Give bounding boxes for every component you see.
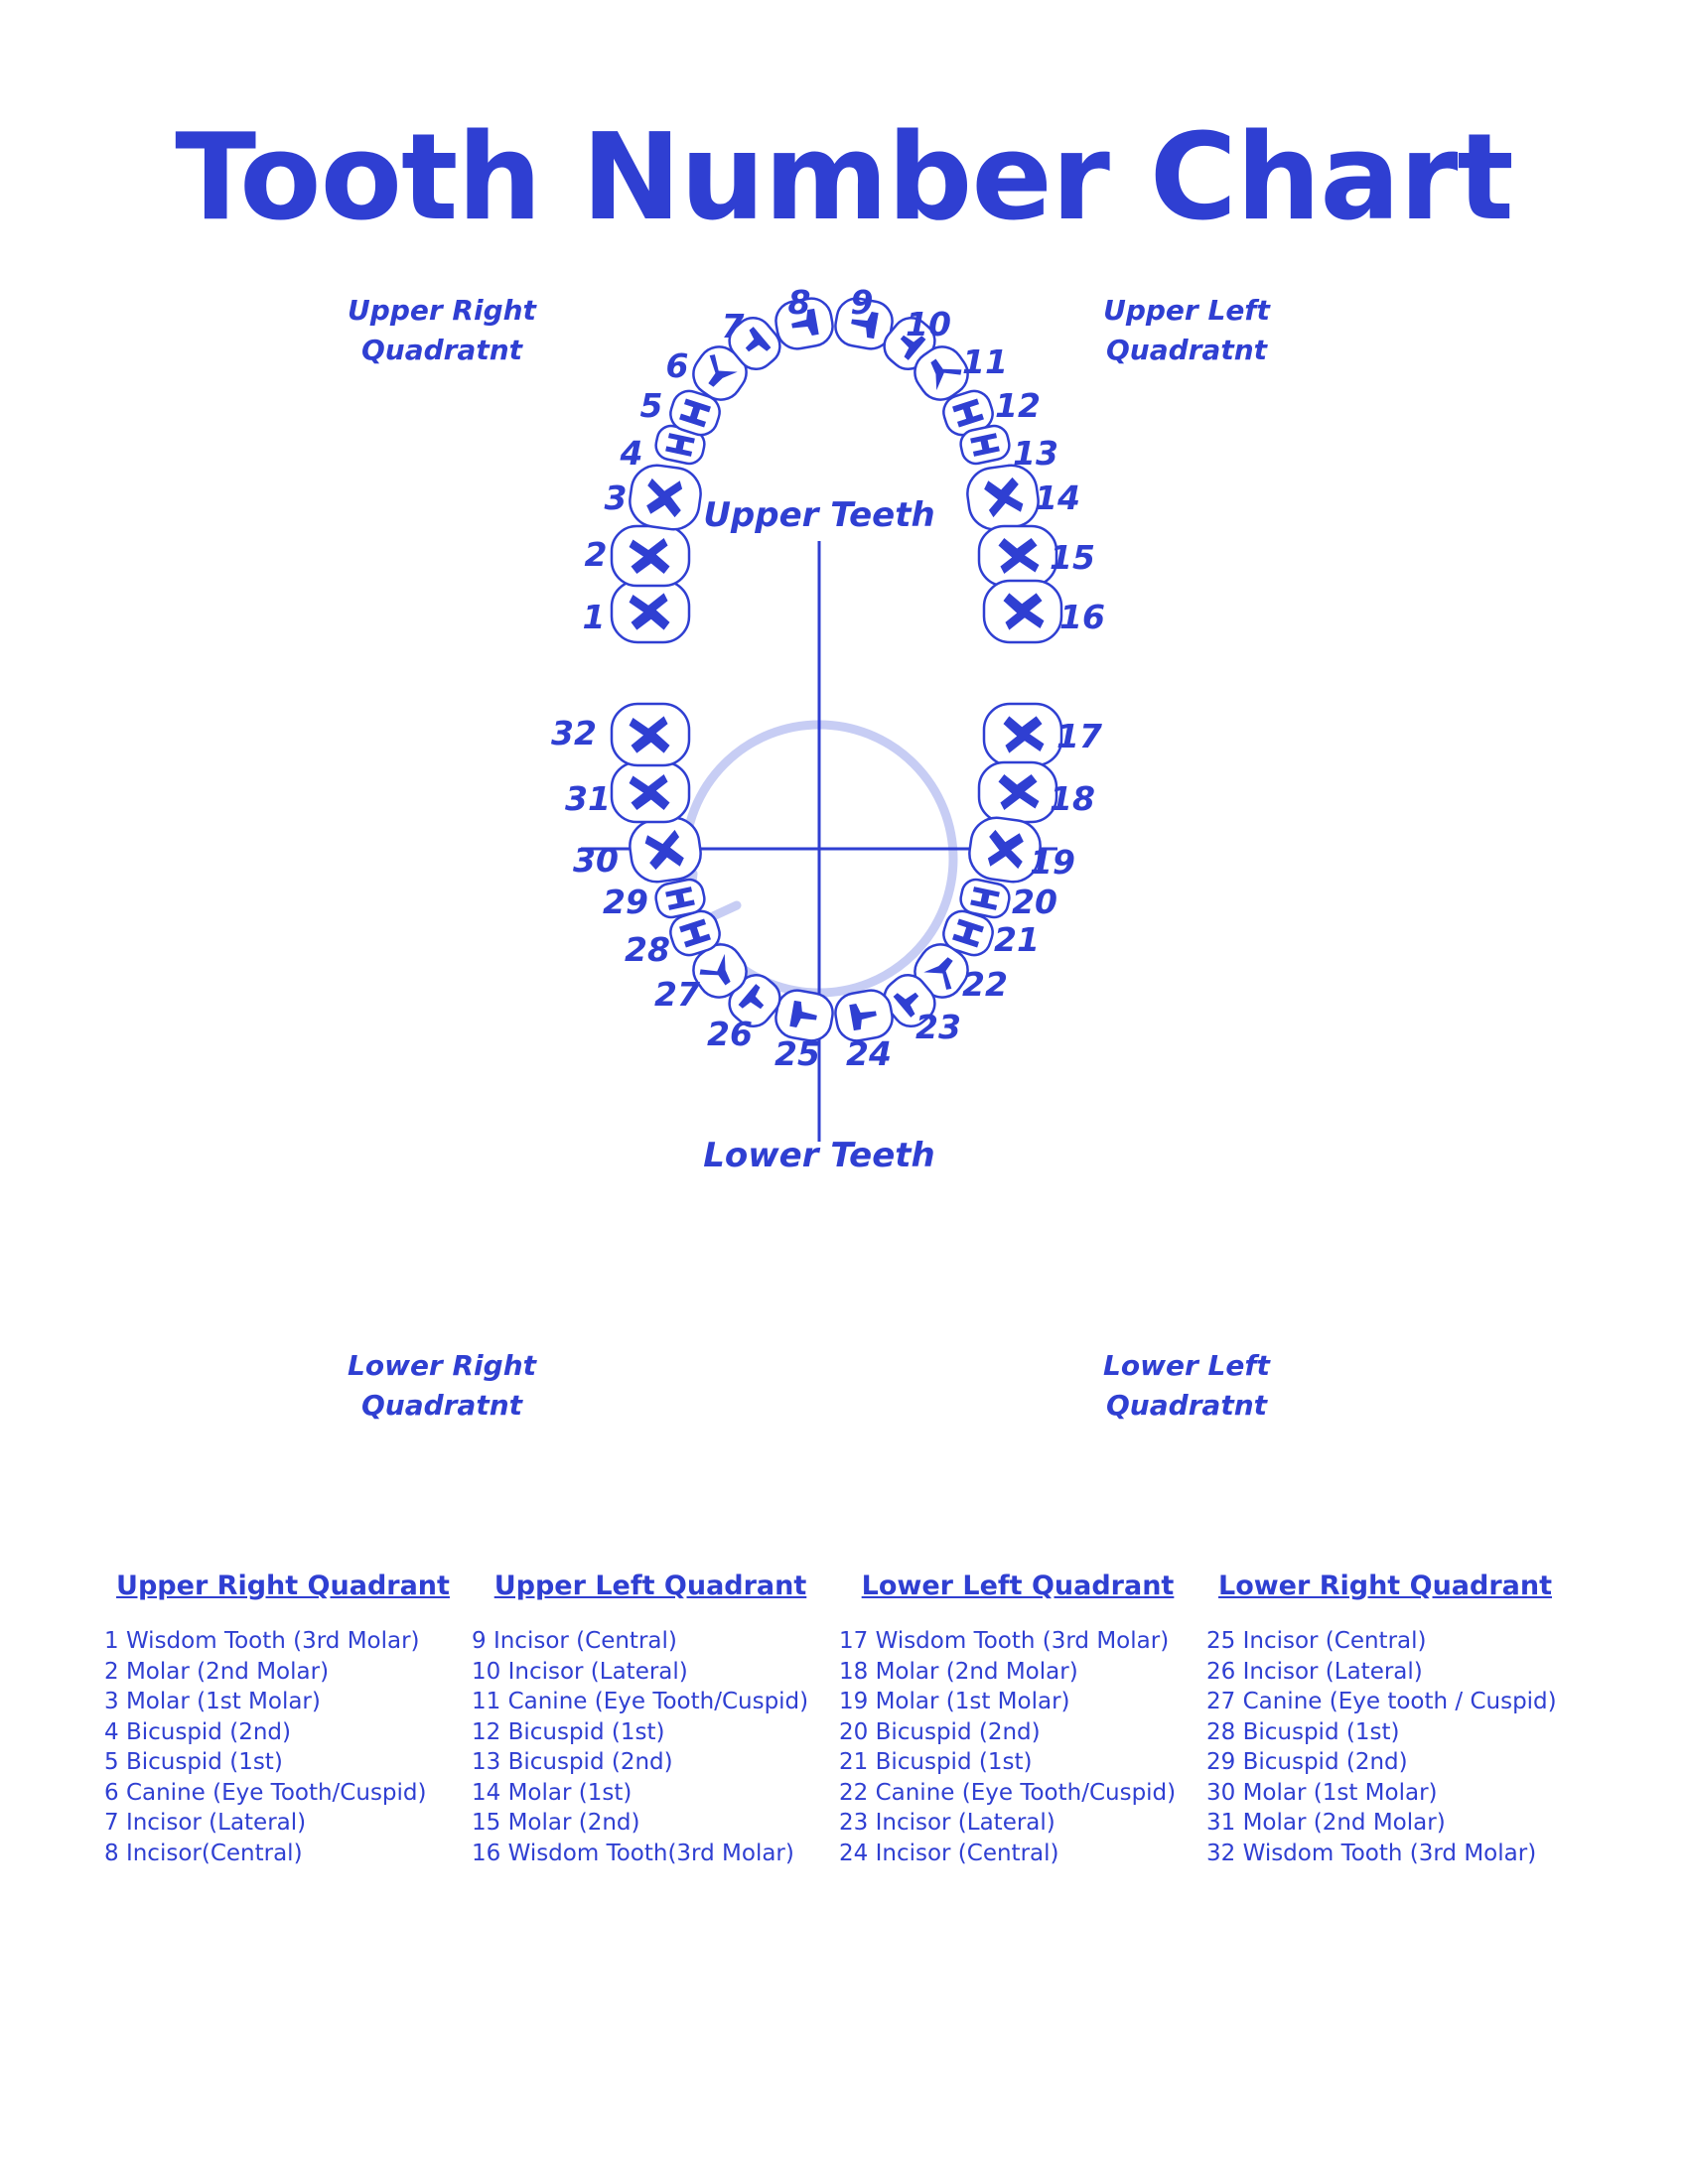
- tooth-number-label: 7: [721, 307, 745, 345]
- list-item: 30 Molar (1st Molar): [1206, 1779, 1438, 1806]
- tooth-number-label: 19: [1030, 843, 1075, 882]
- quadrant-label-lower-right-line1: Lower Right: [347, 1349, 537, 1382]
- list-item: 17 Wisdom Tooth (3rd Molar): [839, 1628, 1170, 1654]
- tooth-18-icon: [979, 762, 1056, 822]
- list-item: 19 Molar (1st Molar): [839, 1689, 1070, 1714]
- list-item: 8 Incisor(Central): [104, 1840, 303, 1866]
- tooth-number-label: 31: [565, 779, 611, 818]
- tooth-number-label: 1: [582, 598, 606, 636]
- list-item: 18 Molar (2nd Molar): [839, 1658, 1078, 1685]
- list-heading: Upper Right Quadrant: [116, 1570, 450, 1601]
- list-item: 11 Canine (Eye Tooth/Cuspid): [472, 1689, 809, 1714]
- tooth-number-label: 15: [1050, 538, 1095, 577]
- tooth-2-icon: [612, 526, 689, 586]
- list-item: 32 Wisdom Tooth (3rd Molar): [1206, 1840, 1537, 1866]
- tooth-diagram: [347, 283, 1270, 1430]
- tooth-number-label: 16: [1059, 598, 1105, 636]
- tooth-number-label: 30: [573, 841, 619, 880]
- tooth-1-icon: [612, 581, 689, 642]
- list-item: 23 Incisor (Lateral): [839, 1810, 1055, 1836]
- list-item: 16 Wisdom Tooth(3rd Molar): [472, 1840, 794, 1866]
- list-item: 28 Bicuspid (1st): [1206, 1718, 1400, 1745]
- list-item: 21 Bicuspid (1st): [839, 1749, 1033, 1775]
- quadrant-label-lower-left-line2: Quadratnt: [1105, 1389, 1268, 1422]
- tooth-number-label: 23: [915, 1008, 961, 1046]
- list-item: 5 Bicuspid (1st): [104, 1749, 283, 1775]
- quadrant-label-upper-left-line2: Quadratnt: [1105, 334, 1268, 366]
- list-item: 3 Molar (1st Molar): [104, 1689, 321, 1714]
- tooth-number-label: 6: [665, 346, 689, 385]
- list-item: 26 Incisor (Lateral): [1206, 1658, 1423, 1685]
- list-heading: Upper Left Quadrant: [493, 1570, 807, 1601]
- tooth-15-icon: [979, 526, 1056, 586]
- list-item: 4 Bicuspid (2nd): [104, 1718, 291, 1745]
- list-item: 27 Canine (Eye tooth / Cuspid): [1206, 1689, 1557, 1714]
- list-item: 24 Incisor (Central): [839, 1840, 1059, 1866]
- list-item: 29 Bicuspid (2nd): [1206, 1749, 1408, 1775]
- list-item: 20 Bicuspid (2nd): [839, 1718, 1041, 1745]
- upper-teeth-label: Upper Teeth: [703, 495, 935, 535]
- tooth-16-icon: [984, 581, 1061, 642]
- list-heading: Lower Left Quadrant: [861, 1570, 1175, 1601]
- list-lower-right: [1206, 1569, 1564, 1868]
- tooth-17-icon: [984, 704, 1061, 765]
- tooth-number-label: 5: [639, 386, 663, 425]
- tooth-31-icon: [612, 762, 689, 822]
- tooth-number-label: 4: [620, 434, 643, 473]
- tooth-number-label: 8: [787, 283, 811, 322]
- tooth-number-label: 14: [1035, 478, 1080, 517]
- tooth-number-label: 12: [995, 386, 1041, 425]
- tooth-number-label: 28: [625, 930, 670, 969]
- list-item: 12 Bicuspid (1st): [472, 1718, 665, 1745]
- tooth-32-icon: [612, 704, 689, 765]
- list-item: 25 Incisor (Central): [1206, 1628, 1427, 1654]
- quadrant-label-upper-right-line1: Upper Right: [348, 294, 536, 327]
- quadrant-label-lower-right-line2: Quadratnt: [360, 1389, 523, 1422]
- tooth-number-label: 13: [1013, 434, 1058, 473]
- tooth-number-label: 10: [906, 305, 951, 343]
- list-item: 2 Molar (2nd Molar): [104, 1658, 330, 1685]
- tooth-number-label: 20: [1012, 883, 1057, 921]
- tooth-number-label: 2: [584, 535, 608, 574]
- list-heading: Lower Right Quadrant: [1217, 1570, 1552, 1601]
- quadrant-label-lower-left-line1: Lower Left: [1103, 1349, 1270, 1382]
- quadrant-label-upper-right-line2: Quadratnt: [360, 334, 523, 366]
- tooth-number-label: 18: [1050, 779, 1095, 818]
- list-item: 1 Wisdom Tooth (3rd Molar): [104, 1628, 420, 1654]
- tooth-number-label: 11: [962, 342, 1008, 381]
- list-item: 15 Molar (2nd): [472, 1810, 640, 1836]
- list-item: 14 Molar (1st): [472, 1779, 633, 1806]
- tooth-number-label: 26: [707, 1015, 753, 1053]
- list-item: 10 Incisor (Lateral): [472, 1658, 688, 1685]
- list-lower-left: [839, 1569, 1196, 1868]
- page-title: Tooth Number Chart: [175, 109, 1513, 247]
- tooth-number-label: 3: [604, 478, 628, 517]
- tooth-number-label: 21: [994, 920, 1040, 959]
- tooth-number-label: 25: [774, 1034, 820, 1073]
- list-item: 31 Molar (2nd Molar): [1206, 1810, 1446, 1836]
- list-upper-right: [104, 1569, 462, 1868]
- tooth-number-label: 22: [962, 965, 1008, 1004]
- list-item: 9 Incisor (Central): [472, 1628, 677, 1654]
- tooth-number-label: 32: [551, 714, 597, 752]
- tooth-number-label: 29: [603, 883, 648, 921]
- list-item: 13 Bicuspid (2nd): [472, 1749, 673, 1775]
- list-item: 22 Canine (Eye Tooth/Cuspid): [839, 1779, 1177, 1806]
- list-item: 7 Incisor (Lateral): [104, 1810, 307, 1836]
- tooth-number-label: 27: [654, 975, 700, 1014]
- tooth-number-label: 24: [846, 1034, 892, 1073]
- tooth-number-label: 9: [850, 283, 874, 322]
- list-item: 6 Canine (Eye Tooth/Cuspid): [104, 1779, 427, 1806]
- quadrant-label-upper-left-line1: Upper Left: [1103, 294, 1270, 327]
- tooth-number-label: 17: [1056, 717, 1102, 755]
- list-upper-left: [472, 1569, 829, 1868]
- lower-teeth-label: Lower Teeth: [703, 1136, 935, 1175]
